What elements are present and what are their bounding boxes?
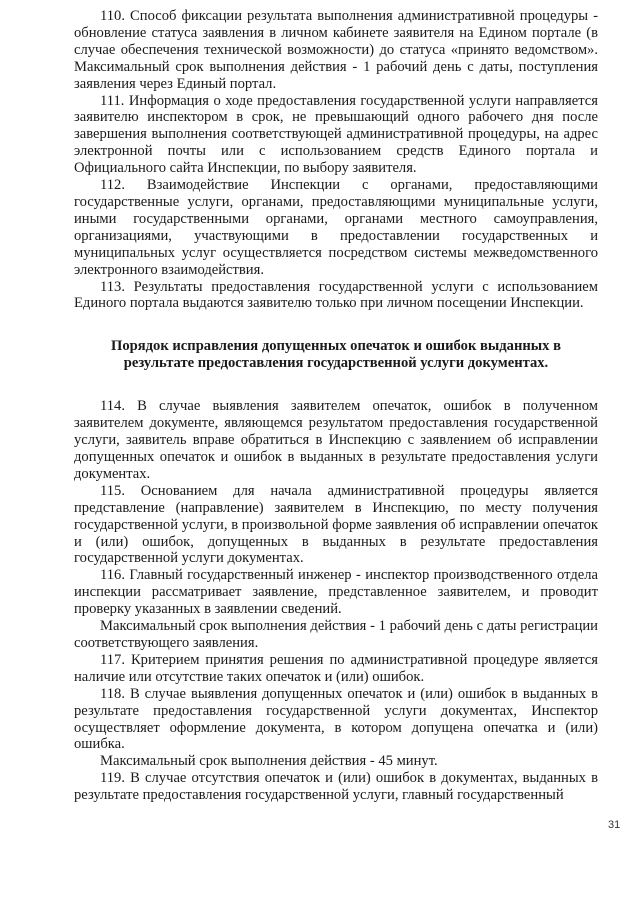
paragraph-113: 113. Результаты предоставления государственной услуги с использованием Единого портала выдаются заявителю только при личном посещении Инспекции. <box>74 278 598 312</box>
paragraph-115: 115. Основанием для начала административной процедуры является представление (направление) заявителем в Инспекцию, по месту получения государственной услуги, в произвольной форме заявления об исправлении опечаток и (или) ошибок, допущенных в выданных в результате предоставления государственной услуги документах. <box>74 482 598 567</box>
paragraph-118: 118. В случае выявления допущенных опечаток и (или) ошибок в выданных в результате предоставления государственной услуги документах, Инспектор осуществляет оформление документа, в котором допущена опечатка и (или) ошибка. <box>74 685 598 753</box>
section-heading: Порядок исправления допущенных опечаток и ошибок выданных в результате предоставления государственной услуги документах. <box>111 338 561 372</box>
paragraph-112: 112. Взаимодействие Инспекции с органами, предоставляющими государственные услуги, органами, предоставляющими муниципальные услуги, иными государственными органами, органами местного самоуправления, организациями, участвующими в предоставлении государственных и муниципальных услуг осуществляется посредством системы межведомственного электронного взаимодействия. <box>74 177 598 278</box>
paragraph-116: 116. Главный государственный инженер - инспектор производственного отдела инспекции рассматривает заявление, представленное заявителем, и проводит проверку указанных в заявлении сведений. <box>74 567 598 618</box>
paragraph-118-deadline: Максимальный срок выполнения действия - 45 минут. <box>100 753 438 770</box>
paragraph-116-deadline: Максимальный срок выполнения действия - 1 рабочий день с даты регистрации соответствующего заявления. <box>74 618 598 651</box>
paragraph-119: 119. В случае отсутствия опечаток и (или) ошибок в документах, выданных в результате предоставления государственной услуги, главный государственный <box>74 770 598 804</box>
paragraph-111: 111. Информация о ходе предоставления государственной услуги направляется заявителю инспектором в срок, не превышающий одного рабочего дня после завершения выполнения соответствующей административной процедуры, на адрес электронной почты или с использованием средств Единого портала и Официального сайта Инспекции, по выбору заявителя. <box>74 92 598 177</box>
page-number: 31 <box>608 819 621 831</box>
paragraph-117: 117. Критерием принятия решения по административной процедуре является наличие или отсутствие таких опечаток и (или) ошибок. <box>74 651 598 685</box>
document-page <box>74 8 598 804</box>
paragraph-114: 114. В случае выявления заявителем опечаток, ошибок в полученном заявителем документе, являющемся результатом предоставления государственной услуги, заявитель вправе обратиться в Инспекцию с заявлением об исправлении допущенных опечаток и ошибок в выданных в результате предоставления услуги документах. <box>74 398 598 482</box>
paragraph-110: 110. Способ фиксации результата выполнения административной процедуры - обновление статуса заявления в личном кабинете заявителя на Едином портале (в случае обеспечения технической возможности) до статуса «принято ведомством». Максимальный срок выполнения действия - 1 рабочий день с даты, поступления заявления через Единый портал. <box>74 8 598 92</box>
